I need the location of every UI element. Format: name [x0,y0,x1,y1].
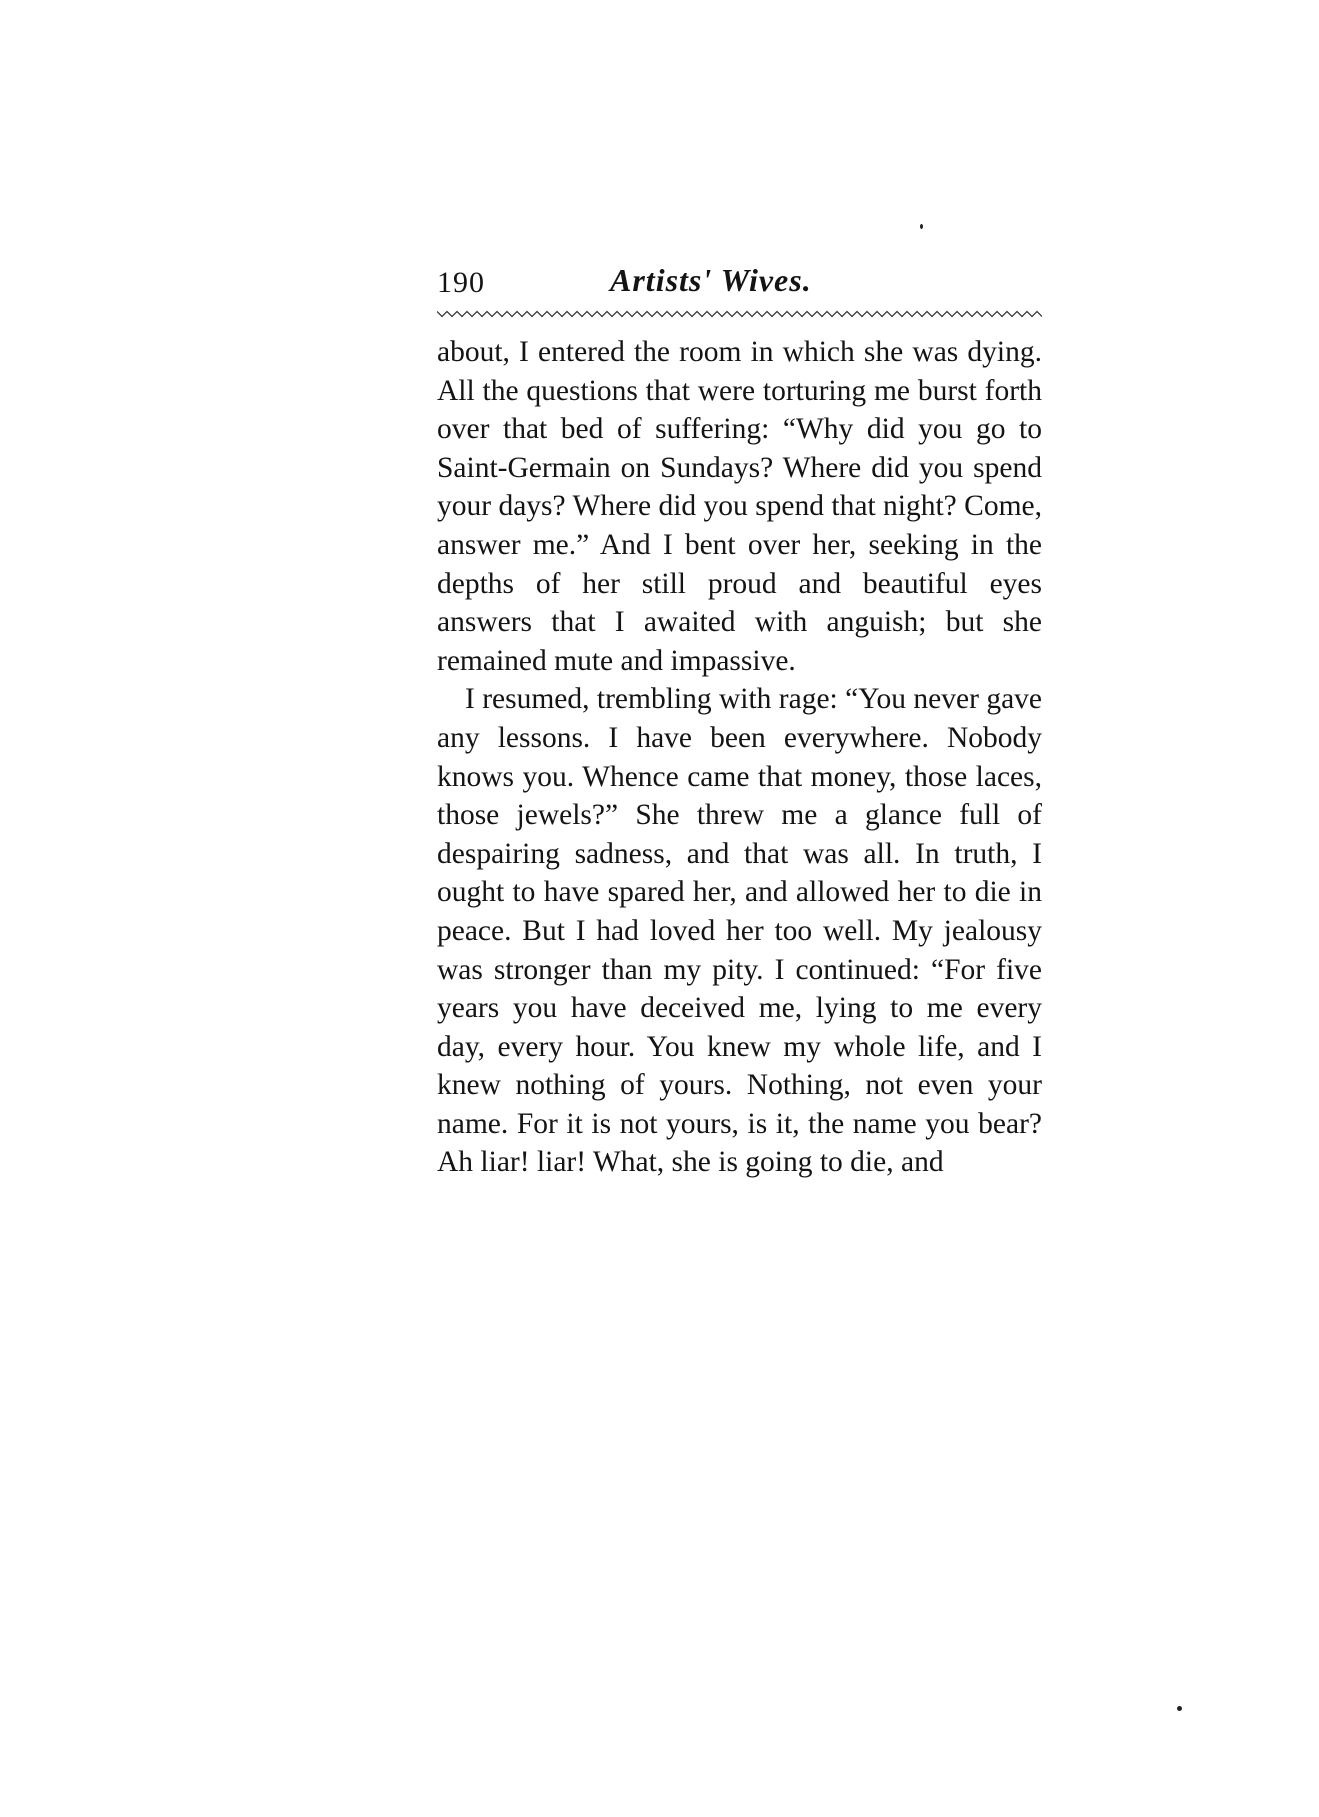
ink-speck [920,224,923,229]
body-text [437,333,1042,1182]
running-title: Artists' Wives. [610,262,812,298]
ornamental-rule [437,310,1042,318]
paragraph: about, I entered the room in which she was dying. All the questions that were torturing me burst forth over that bed of suffering: “Why did you go to Saint-Germain on Sundays? Where did you spend your days? Where did you spend that night? Come, answer me.” And I bent over her, seeking in the depths of her still proud and beautiful eyes answers that I awaited with anguish; but she remained mute and impassive. [437,336,1042,677]
page-number: 190 [437,266,485,299]
page-header [437,258,1042,308]
ink-speck [1177,1706,1182,1711]
paragraph: I resumed, trembling with rage: “You never gave any lessons. I have been everywhere. Nobody knows you. Whence came that money, those laces, those jewels?” She threw me a glance full of despairing sadness, and that was all. In truth, I ought to have spared her, and allowed her to die in peace. But I had loved her too well. My jealousy was stronger than my pity. I continued: “For five years you have deceived me, lying to me every day, every hour. You knew my whole life, and I knew nothing of yours. Nothing, not even your name. For it is not yours, is it, the name you bear? Ah liar! liar! What, she is going to die, and [437,683,1043,1179]
